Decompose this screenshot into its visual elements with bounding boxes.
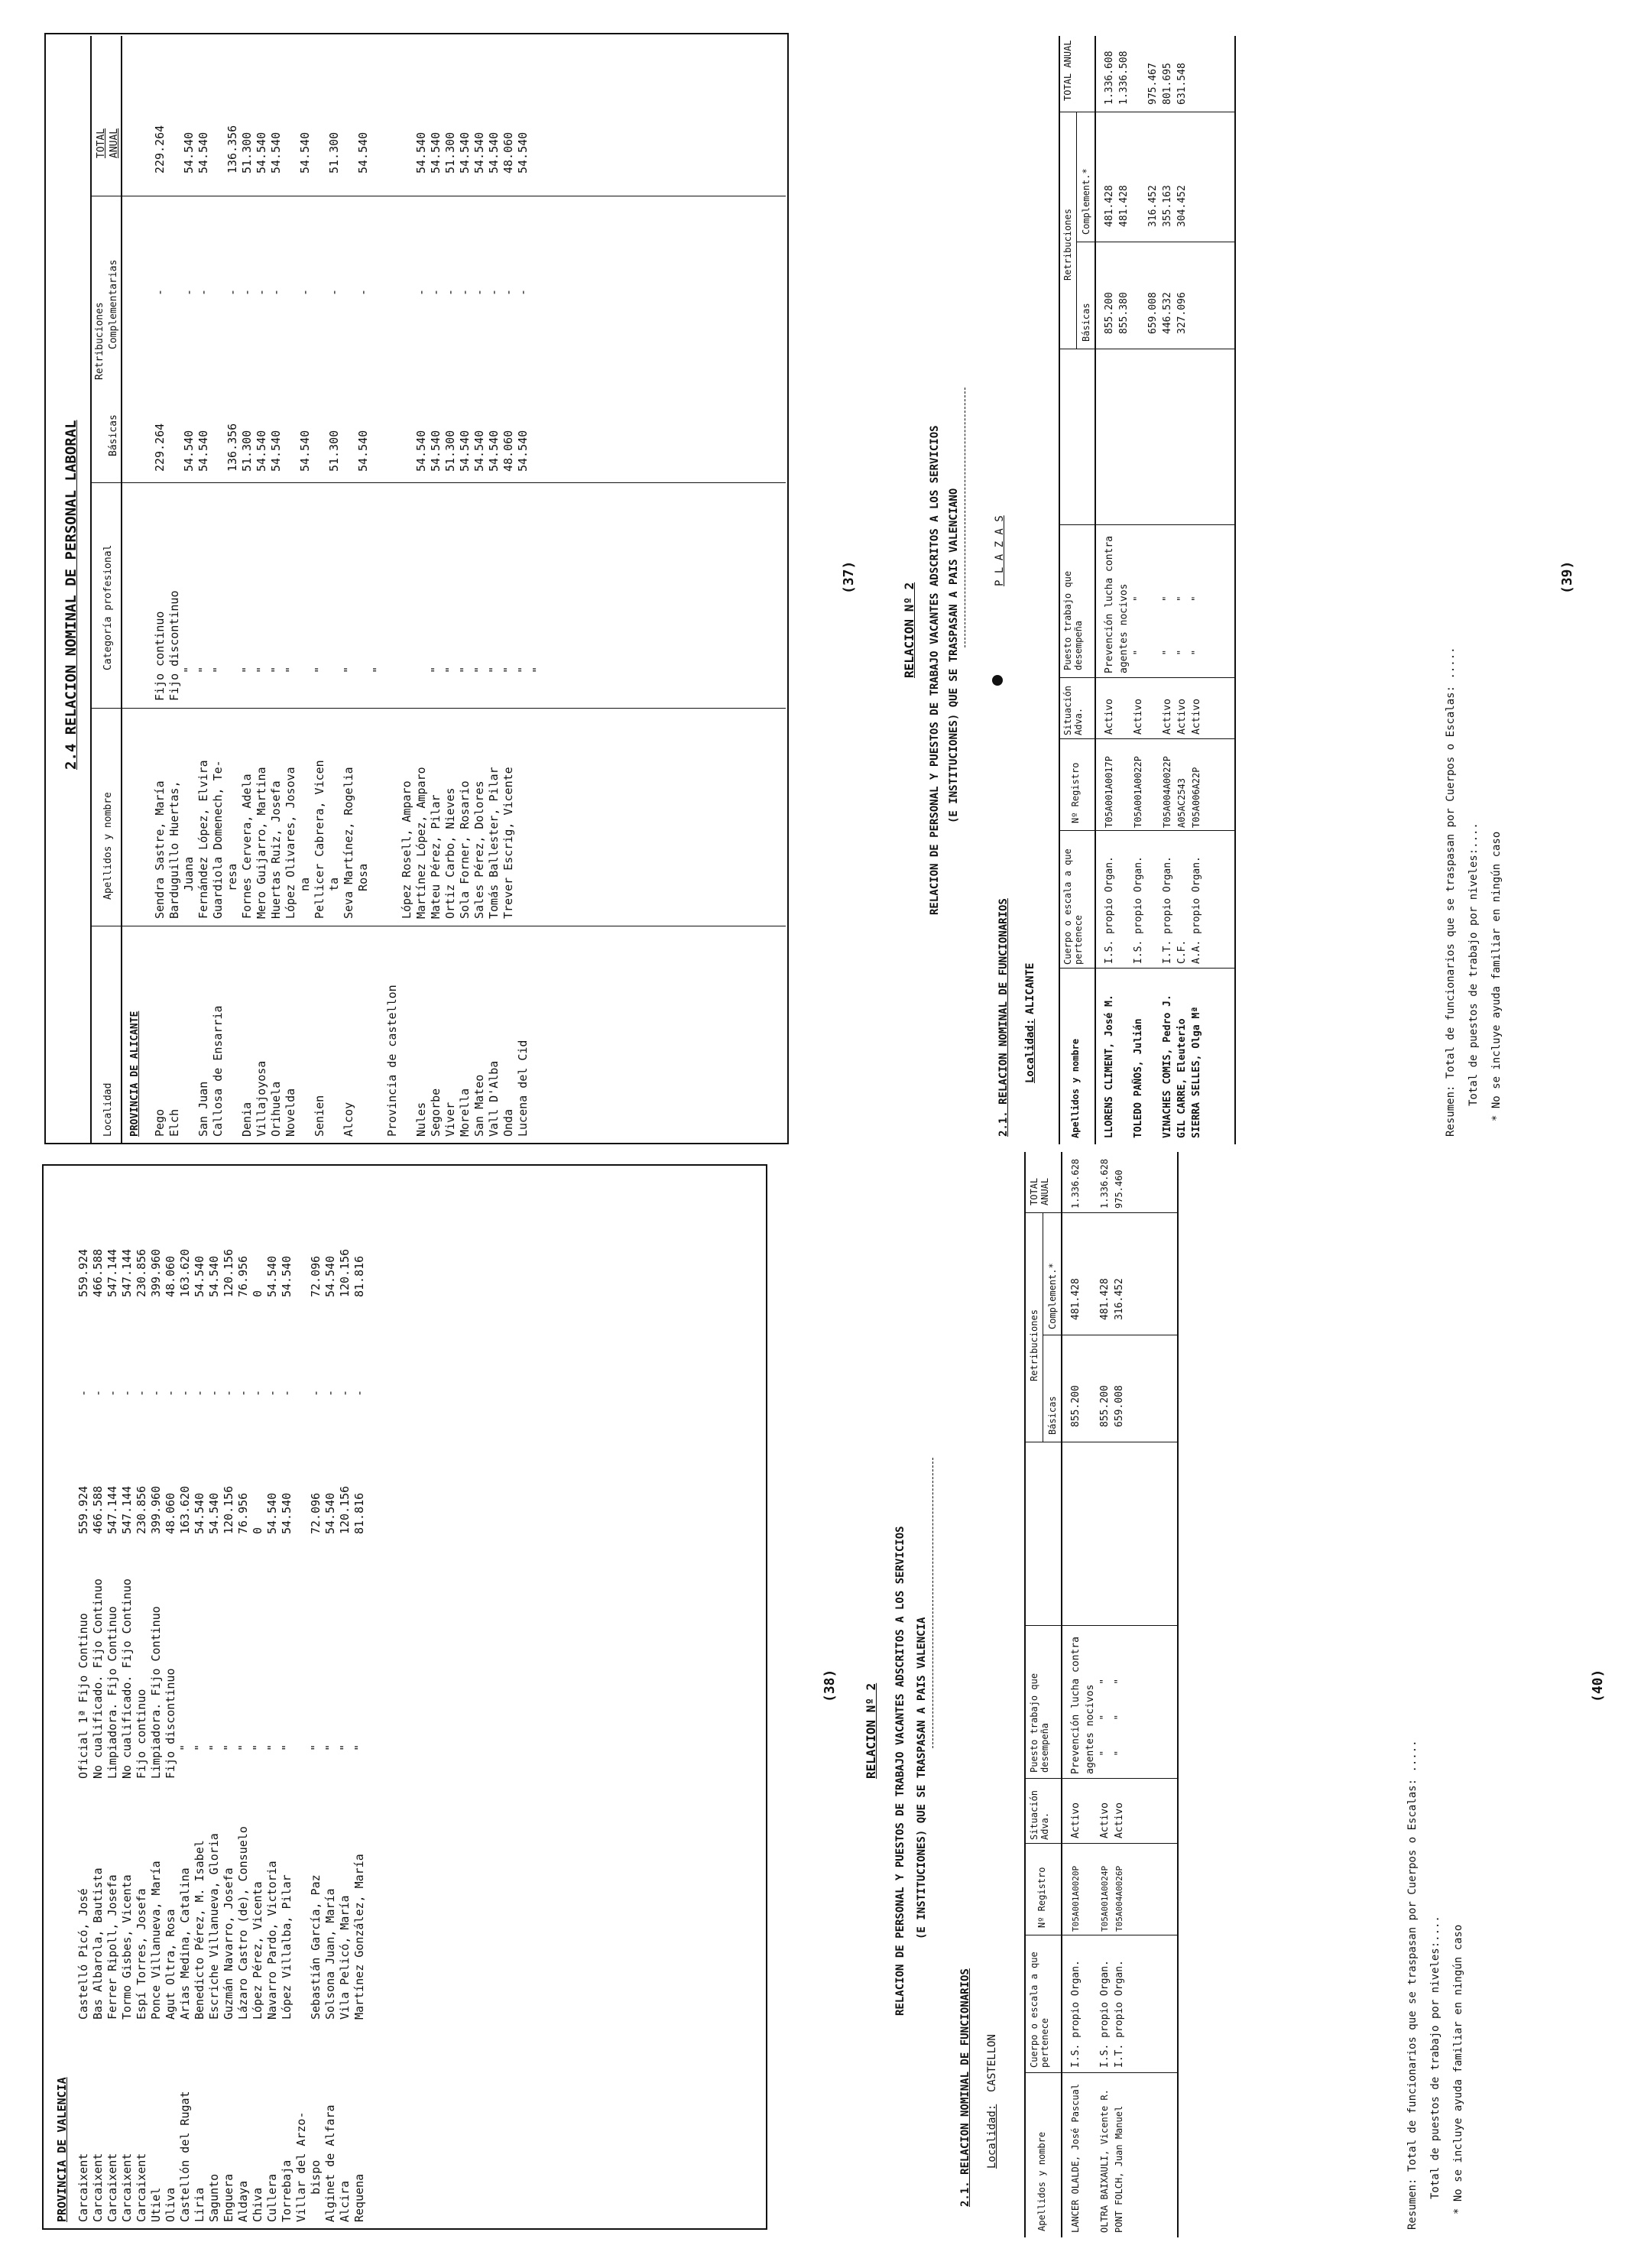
p38-col-complem: - - - - - - - - - - - - - - - - - - - [76,1389,366,1397]
p40-h-total: TOTAL ANUAL [1029,1177,1050,1205]
p39-relacion: RELACION Nº 2 [902,582,916,678]
p39-col-cuerpo: I.S. propio Organ. I.S. propio Organ. I.T. propio Organ. C.F. A.A. propio Organ. [1104,856,1202,964]
p39-localidad: ALICANTE [1024,962,1036,1014]
p37-col-nombres: Sendra Sastre, María Barduguillo Huertas, Juana Fernández López, Elvira Guardiola Domenech, Te- resa Fornes Cervera, Adela Mero Guijarro, Martina Huertas Ruiz, Josefa López Olivares, Josova na Pellicer Cabrera, Vicen ta Seva Martínez, Rogelia Rosa López Rosell, Amparo Martínez López, Amparo Mateu Pérez, Pilar Ortiz Carbo, Nieves Sola Forner, Rosario Sales Pérez, Dolores Tomás Ballester, Pilar Trever Escrig, Vicente [153,760,515,919]
p40-h-situacion: Situación Adva. [1029,1789,1050,1840]
p39-h-complement: Complement.* [1081,168,1091,235]
p40-resumen2: Total de puestos de trabajo por niveles:.... [1429,1916,1442,2199]
p39-h-cuerpo: Cuerpo o escala a que pertenece [1062,848,1084,965]
p39-heading2: (E INSTITUCIONES) QUE SE TRASPASAN A PAIS VALENCIANO [948,488,960,823]
p37-col-categoria: Fijo continuo Fijo discontinuo " " " " " " " " " " " " " " " " " " [153,590,544,701]
p39-h-registro: Nº Registro [1070,762,1081,823]
p40-localidad-label: Localidad: [986,2104,998,2169]
p37-h-localidad: Localidad [102,1082,114,1137]
p39-resumen: Resumen: Total de funcionarios que se traspasan por Cuerpos o Escalas: ..... [1445,647,1457,1137]
p38-col-basicas: 559.924 466.588 547.144 547.144 230.856 399.960 48.060 163.620 54.540 54.540 120.156 76.956 0 54.540 54.540 72.096 54.540 120.156 81.816 [76,1485,366,1534]
p39-col-registro: T05A001A0017P T05A001A0022P T05A004A0022P A05AC2543 T05A006A22P [1104,756,1202,828]
p39-heading1: RELACION DE PERSONAL Y PUESTOS DE TRABAJO VACANTES ADSCRITOS A LOS SERVICIOS [929,425,941,915]
p37-h-complementarias: Complementarias [108,259,119,349]
p40-h-apellidos: Apellidos y nombre [1036,2131,1047,2231]
page39-number: (39) [1559,560,1575,594]
p40-col-puesto: Prevención lucha contra agentes nocivos " " " " " " [1070,1636,1125,1774]
p37-col-basicas: 229.264 54.540 54.540 136.356 51.300 54.540 54.540 54.540 51.300 54.540 54.540 54.540 51.300 54.540 54.540 54.540 48.060 54.540 [153,423,530,472]
p40-section: 2.1. RELACION NOMINAL DE FUNCIONARIOS [959,1968,971,2207]
p40-h-retribuciones: Retribuciones [1029,1309,1039,1381]
p40-h-complement: Complement.* [1047,1263,1058,1329]
p40-col-total: 1.336.628 1.336.628 975.460 [1070,1158,1124,1209]
p40-nota: * No se incluye ayuda familiar en ningún caso [1452,1924,1464,2214]
p40-h-puesto: Puesto trabajo que desempeña [1029,1673,1050,1773]
p39-h-retribuciones: Retribuciones [1062,209,1073,281]
p37-h-apellidos: Apellidos y nombre [102,792,114,900]
p40-h-cuerpo: Cuerpo o escala a que pertenece [1029,1952,1050,2068]
p39-h-basicas: Básicas [1081,303,1091,342]
p37-h-retribuciones: Retribuciones [94,302,105,380]
p39-h-total: TOTAL ANUAL [1062,40,1073,101]
page38-number: (38) [822,1669,838,1702]
p39-bullet [992,675,1003,686]
p40-resumen: Resumen: Total de funcionarios que se traspasan por Cuerpos o Escalas: ..... [1406,1740,1419,2230]
p39-h-puesto: Puesto trabajo que desempeña [1062,570,1084,670]
p40-localidad: CASTELLON [986,2034,998,2092]
p40-h-registro: Nº Registro [1036,1867,1047,1928]
p39-h-situacion: Situación Adva. [1062,685,1084,735]
p39-col-puesto: Prevención lucha contra agentes nocivos " " " " " " " " [1104,535,1202,673]
p38-col-nombres: Castelló Picó, José Bas Albarola, Bautista Ferrer Ripoll, Josefa Tormo Gisbes, Vicenta Espí Torres, Josefa Ponce Villanueva, María Agut Oltra, Rosa Arias Medina, Catalina Benedicto Pérez, M. Isabel Escriche Villanueva, Gloria Guzmán Navarro, Josefa Lázaro Castro (de), Consuelo López Pérez, Vicenta Navarro Pardo, Victoria López Villalba, Pilar Sebastián García, Paz Solsona Juan, María Vila Pelicó, María Martínez González, María [76,1826,366,2020]
p39-h-apellidos: Apellidos y nombre [1070,1038,1081,1138]
p39-col-basicas: 855.200 855.380 659.008 446.532 327.096 [1104,292,1188,334]
page37-frame [44,33,789,1144]
p39-section: 2.1. RELACION NOMINAL DE FUNCIONARIOS [997,898,1010,1137]
page38-title: PROVINCIA DE VALENCIA [55,2077,69,2222]
p39-col-total: 1.336.608 1.336.508 975.467 801.695 631.548 [1104,50,1188,105]
p37-h-categoria: Categoría profesional [102,544,114,670]
page40-number: (40) [1590,1669,1606,1702]
p40-relacion: RELACION Nº 2 [864,1682,878,1779]
p40-col-basicas: 855.200 855.200 659.008 [1070,1385,1125,1427]
p39-localidad-label: Localidad: [1024,1018,1036,1083]
p40-col-registro: T05A001A0020P T05A001A0024P T05A004A0026P [1071,1865,1124,1932]
p39-col-situacion: Activo Activo Activo Activo Activo [1104,699,1202,735]
p37-col-complem: - - - - - - - - - - - - - - - - - - [153,288,530,296]
p37-col-localidad: Pego Elch San Juan Callosa de Ensarria Denia Villajoyosa Orihuela Novelda Senien Alcoy Provincia de castellon Nules Segorbe Viver Morella San Mateo Vall D'Alba Onda Lucena del Cid [153,985,530,1137]
p39-nota: * No se incluye ayuda familiar en ningún caso [1490,831,1503,1121]
p40-col-nombres: LANCER OLALDE, José Pascual OLTRA BAIXAULI, Vicente R. PONT FOLCH, Juan Manuel [1070,2083,1124,2233]
p38-col-categoria: Oficial 1ª Fijo Continuo No cualificado. Fijo Continuo Limpiadora. Fijo Continuo No cualificado. Fijo Continuo Fijo continuo Limpiadora. Fijo Continuo Fijo discontinuo " " " " " " " " " " " " [76,1579,366,1779]
p38-col-total: 559.924 466.588 547.144 547.144 230.856 399.960 48.060 163.620 54.540 54.540 120.156 76.956 0 54.540 54.540 72.096 54.540 120.156 81.816 [76,1248,366,1297]
p40-heading2: (E INSTITUCIONES) QUE SE TRASPASAN A PAIS VALENCIA [916,1617,928,1939]
p39-resumen2: Total de puestos de trabajo por niveles:.... [1467,823,1480,1106]
p40-col-situacion: Activo Activo Activo [1070,1802,1125,1838]
p37-h-total: TOTAL ANUAL [96,128,120,158]
p37-section-alicante: PROVINCIA DE ALICANTE [129,1011,141,1137]
p40-h-basicas: Básicas [1047,1396,1058,1435]
p38-col-localidad: Carcaixent Carcaixent Carcaixent Carcaixent Carcaixent Utiel Oliva Castellón del Rugat Liria Sagunto Enguera Aldaya Chiva Cullera Torrebaja Villar del Arzo- bispo Alginet de Alfara Alcira Requena [76,2091,366,2222]
page37-number: (37) [841,560,857,594]
page37-title: 2.4 RELACION NOMINAL DE PERSONAL LABORAL [63,420,79,770]
p39-plazas: P L A Z A S [994,515,1006,586]
p40-col-complem: 481.428 481.428 316.452 [1070,1278,1125,1320]
p39-col-complem: 481.428 481.428 316.452 355.163 304.452 [1104,185,1188,227]
p37-h-basicas: Básicas [108,414,119,456]
p40-heading1: RELACION DE PERSONAL Y PUESTOS DE TRABAJO VACANTES ADSCRITOS A LOS SERVICIOS [894,1526,906,2016]
p40-col-cuerpo: I.S. propio Organ. I.S. propio Organ. I.T. propio Organ. [1070,1960,1125,2068]
p37-col-total: 229.264 54.540 54.540 136.356 51.300 54.540 54.540 54.540 51.300 54.540 54.540 54.540 51.300 54.540 54.540 54.540 48.060 54.540 [153,125,530,174]
p39-col-nombres: LLORENS CLIMENT, José M. TOLEDO PAÑOS, Julián VINACHES COMIS, Pedro J. GIL CARRE, Eleuterio SIERRA SELLES, Olga Mª [1104,994,1202,1138]
